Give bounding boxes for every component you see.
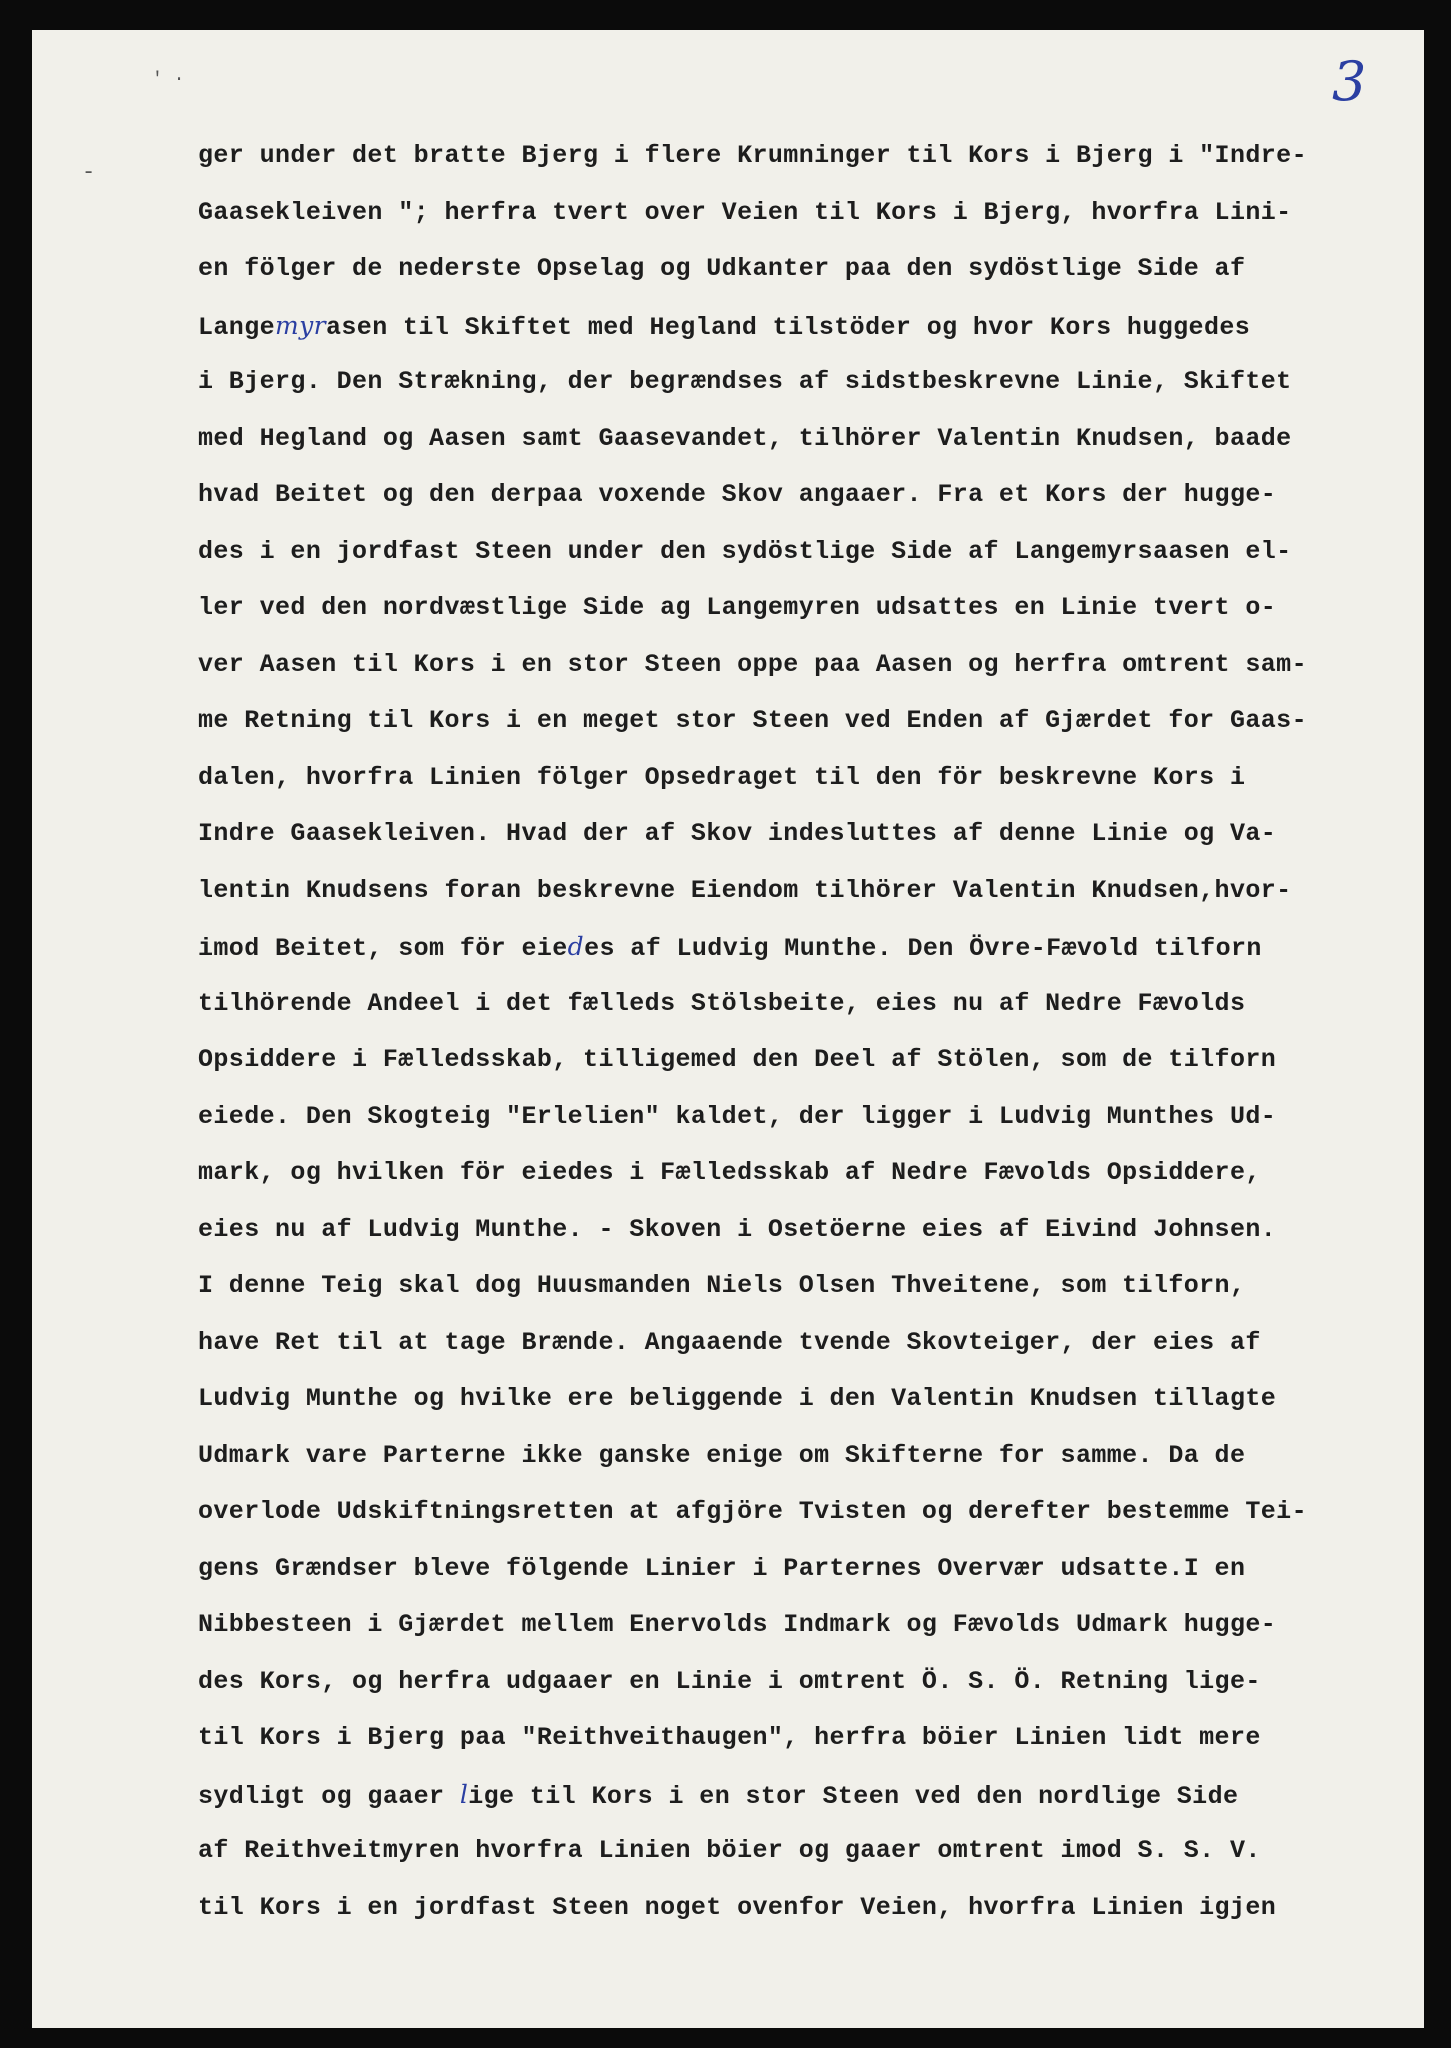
text-line: lentin Knudsens foran beskrevne Eiendom tilhörer Valentin Knudsen,hvor- — [198, 875, 1292, 905]
typed-segment: es af Ludvig Munthe. Den Övre-Fævold tilforn — [584, 934, 1262, 963]
text-line: Indre Gaasekleiven. Hvad der af Skov indesluttes af denne Linie og Va- — [198, 819, 1277, 848]
handwritten-correction: myr — [275, 310, 326, 340]
text-line: overlode Udskiftningsretten at afgjöre Tvisten og derefter bestemme Tei- — [198, 1497, 1307, 1526]
text-line: have Ret til at tage Brænde. Angaaende tvende Skovteiger, der eies af — [198, 1327, 1261, 1357]
text-line: til Kors i en jordfast Steen noget ovenfor Veien, hvorfra Linien igjen — [198, 1892, 1277, 1922]
text-line: gens Grændser bleve fölgende Linier i Parternes Overvær udsatte.I en — [198, 1553, 1246, 1583]
text-line: Ludvig Munthe og hvilke ere beliggende i den Valentin Knudsen tillagte — [198, 1384, 1277, 1413]
text-line: me Retning til Kors i en meget stor Steen ved Enden af Gjærdet for Gaas- — [198, 706, 1307, 735]
text-line: Nibbesteen i Gjærdet mellem Enervolds Indmark og Fævolds Udmark hugge- — [198, 1610, 1277, 1639]
text-line: ler ved den nordvæstlige Side ag Langemyren udsattes en Linie tvert o- — [198, 593, 1277, 622]
text-line: en fölger de nederste Opselag og Udkanter paa den sydöstlige Side af — [198, 254, 1246, 283]
typed-segment: sydligt og gaaer — [198, 1781, 460, 1811]
text-line — [198, 919, 1438, 976]
text-line: I denne Teig skal dog Huusmanden Niels Olsen Thveitene, som tilforn, — [198, 1271, 1246, 1300]
text-line: mark, og hvilken för eiedes i Fælledsskab af Nedre Fævolds Opsiddere, — [198, 1158, 1261, 1187]
typed-segment: imod Beitet, som för eie — [198, 934, 568, 963]
text-line: eies nu af Ludvig Munthe. - Skoven i Osetöerne eies af Eivind Johnsen. — [198, 1214, 1277, 1244]
typed-segment: asen til Skiftet med Hegland tilstöder og hvor Kors huggedes — [326, 312, 1251, 342]
typewritten-text — [198, 128, 1438, 1936]
text-line — [198, 1767, 1438, 1824]
margin-mark: - — [82, 160, 96, 185]
typed-segment: ige til Kors i en stor Steen ved den nordlige Side — [468, 1781, 1239, 1811]
typed-segment: Lange — [198, 312, 276, 342]
text-line: dalen, hvorfra Linien fölger Opsedraget til den för beskrevne Kors i — [198, 762, 1246, 792]
text-line: des Kors, og herfra udgaaer en Linie i omtrent Ö. S. Ö. Retning lige- — [198, 1666, 1261, 1696]
page-number: 3 — [1332, 50, 1367, 113]
text-line: med Hegland og Aasen samt Gaasevandet, tilhörer Valentin Knudsen, baade — [198, 423, 1292, 453]
text-line: ger under det bratte Bjerg i flere Krumninger til Kors i Bjerg i "Indre- — [198, 141, 1307, 170]
text-line — [198, 298, 1438, 355]
handwritten-correction: l — [459, 1779, 469, 1809]
scan-mark: ' · — [152, 70, 185, 90]
text-line: i Bjerg. Den Strækning, der begrændses af sidstbeskrevne Linie, Skiftet — [198, 367, 1292, 396]
text-line: til Kors i Bjerg paa "Reithveithaugen", herfra böier Linien lidt mere — [198, 1723, 1261, 1752]
text-line: eiede. Den Skogteig "Erlelien" kaldet, der ligger i Ludvig Munthes Ud- — [198, 1101, 1277, 1131]
text-line: tilhörende Andeel i det fælleds Stölsbeite, eies nu af Nedre Fævolds — [198, 988, 1246, 1018]
text-line: hvad Beitet og den derpaa voxende Skov angaaer. Fra et Kors der hugge- — [198, 480, 1277, 509]
text-line: Opsiddere i Fælledsskab, tilligemed den Deel af Stölen, som de tilforn — [198, 1045, 1277, 1074]
text-line: Gaasekleiven "; herfra tvert over Veien til Kors i Bjerg, hvorfra Lini- — [198, 197, 1292, 227]
text-line: des i en jordfast Steen under den sydöstlige Side af Langemyrsaasen el- — [198, 536, 1292, 566]
document-page — [32, 30, 1424, 2028]
text-line: ver Aasen til Kors i en stor Steen oppe paa Aasen og herfra omtrent sam- — [198, 649, 1307, 679]
text-line: Udmark vare Parterne ikke ganske enige om Skifterne for samme. Da de — [198, 1440, 1246, 1470]
text-line: af Reithveitmyren hvorfra Linien böier og gaaer omtrent imod S. S. V. — [198, 1836, 1261, 1865]
handwritten-correction: d — [567, 932, 585, 961]
